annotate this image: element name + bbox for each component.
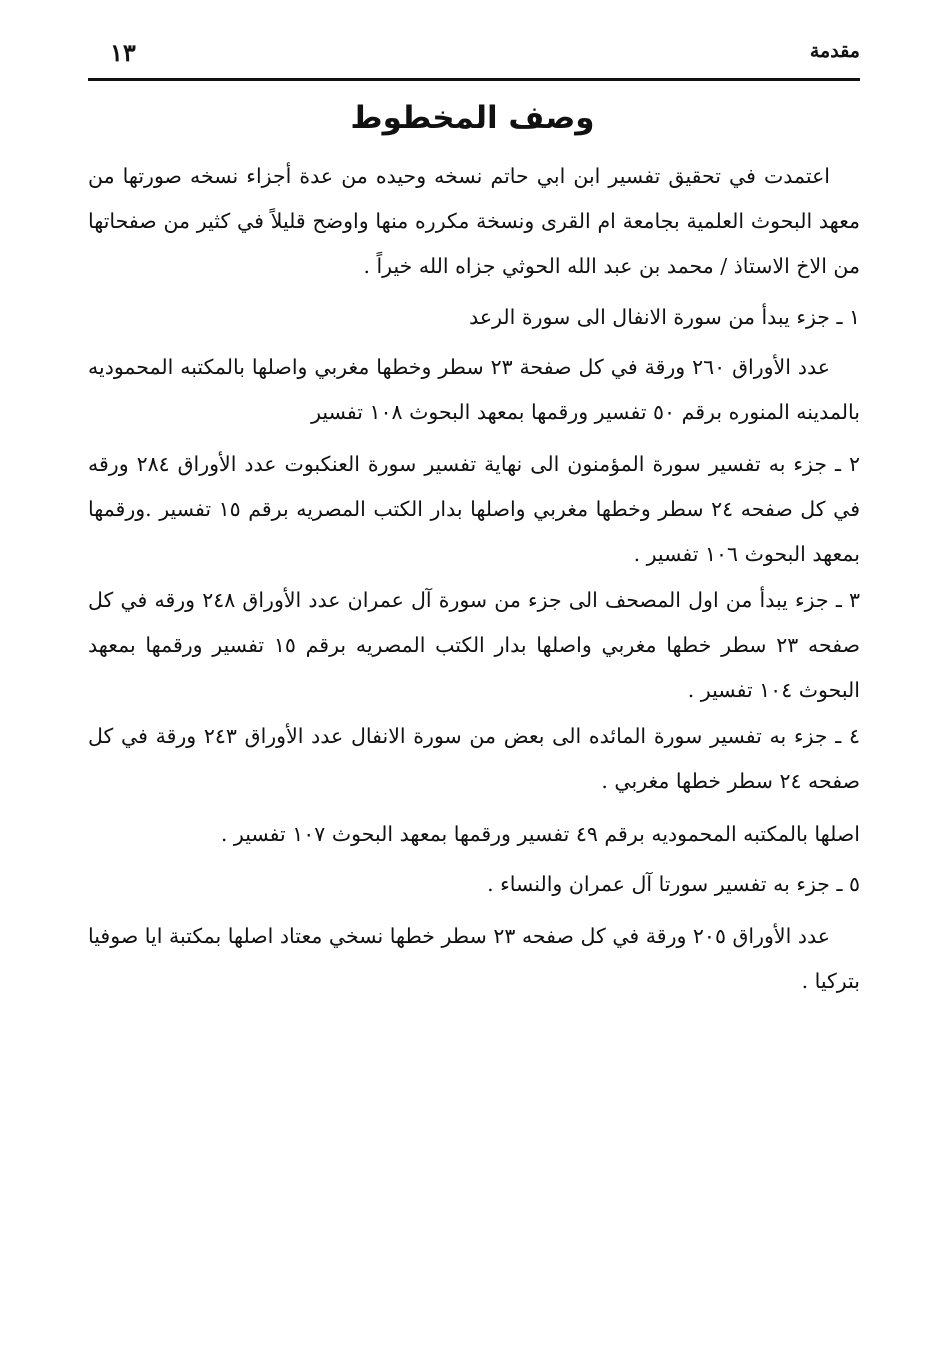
item-1-heading: ١ ـ جزء يبدأ من سورة الانفال الى سورة الرعد bbox=[469, 305, 860, 329]
item-2: ٢ ـ جزء به تفسير سورة المؤمنون الى نهاية تفسير سورة العنكبوت عدد الأوراق ٢٨٤ ورقه في كل صفحه ٢٤ سطر وخطها مغربي واصلها بدار الكتب المصريه برقم ١٥ تفسير .ورقمها بمعهد البحوث ١٠٦ تفسير . bbox=[88, 452, 861, 566]
item-5-detail: عدد الأوراق ٢٠٥ ورقة في كل صفحه ٢٣ سطر خطها نسخي معتاد اصلها بمكتبة ايا صوفيا بتركيا . bbox=[88, 924, 860, 993]
section-label: مقدمة bbox=[809, 40, 860, 62]
item-5-heading: ٥ ـ جزء به تفسير سورتا آل عمران والنساء . bbox=[487, 872, 860, 896]
item-4-heading: ٤ ـ جزء به تفسير سورة المائده الى بعض من سورة الانفال عدد الأوراق ٢٤٣ ورقة في كل صفحه ٢٤ سطر خطها مغربي . bbox=[88, 724, 861, 793]
running-header bbox=[88, 34, 860, 78]
header-rule bbox=[88, 78, 860, 81]
page-title: وصف المخطوط bbox=[350, 100, 595, 136]
item-4-detail: اصلها بالمكتبه المحموديه برقم ٤٩ تفسير ورقمها بمعهد البحوث ١٠٧ تفسير . bbox=[220, 822, 860, 846]
item-3: ٣ ـ جزء يبدأ من اول المصحف الى جزء من سورة آل عمران عدد الأوراق ٢٤٨ ورقه في كل صفحه ٢٣ سطر خطها مغربي واصلها بدار الكتب المصريه برقم ١٥ تفسير ورقمها بمعهد البحوث ١٠٤ تفسير . bbox=[88, 588, 861, 702]
item-1-detail: عدد الأوراق ٢٦٠ ورقة في كل صفحة ٢٣ سطر وخطها مغربي واصلها بالمكتبه المحموديه بالمدينه المنوره برقم ٥٠ تفسير ورقمها بمعهد البحوث ١٠٨ تفسير bbox=[88, 355, 860, 424]
intro-paragraph: اعتمدت في تحقيق تفسير ابن ابي حاتم نسخه وحيده من عدة أجزاء نسخه صورتها من معهد البحوث العلمية بجامعة ام القرى ونسخة مكرره منها واوضح قليلاً في كثير من صفحاتها من الاخ الاستاذ / محمد بن عبد الله الحوثي جزاه الله خيراً . bbox=[88, 164, 860, 278]
page-number: ١٣ bbox=[110, 38, 136, 67]
